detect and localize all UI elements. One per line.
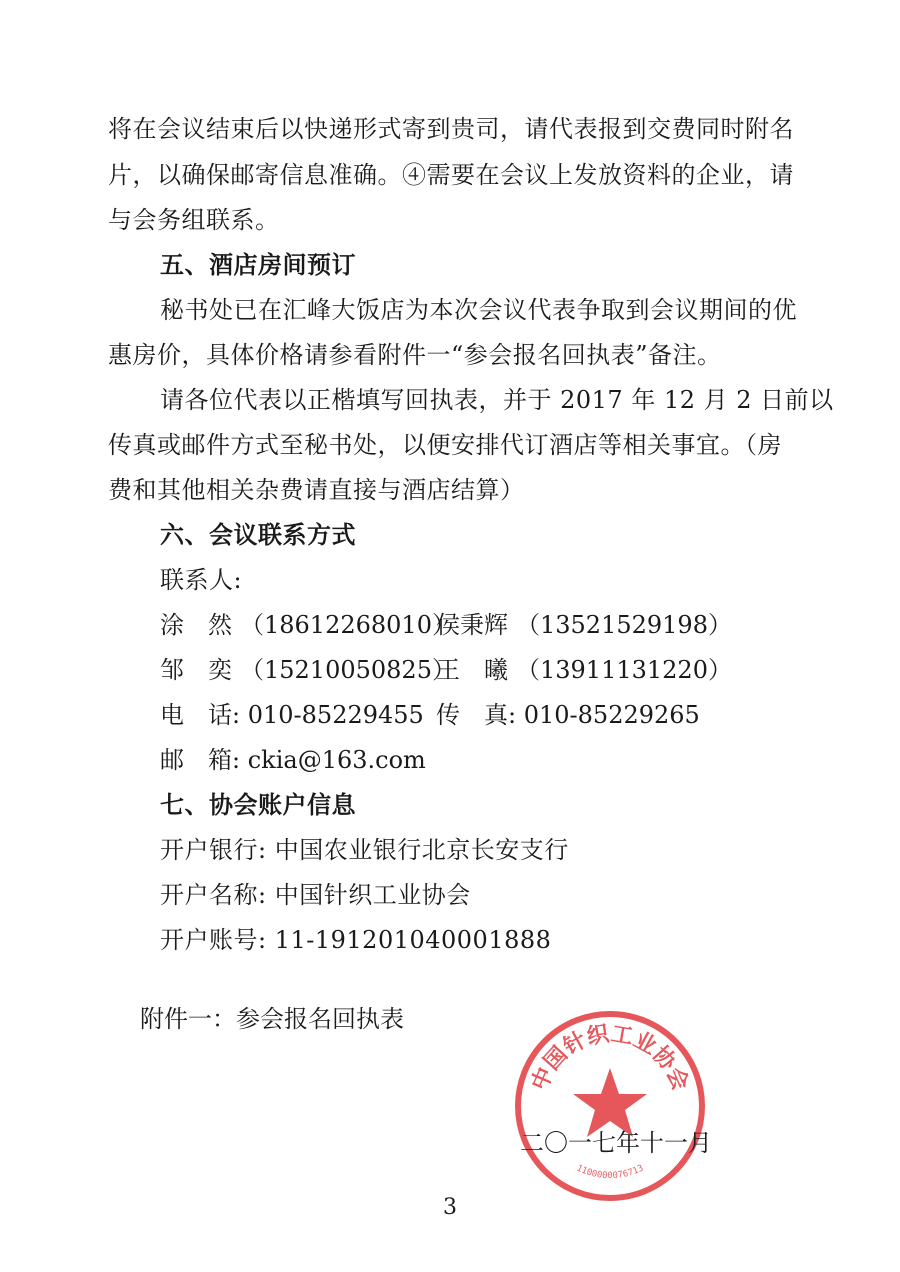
contact-row bbox=[436, 655, 732, 685]
body-line: 费和其他相关杂费请直接与酒店结算） bbox=[108, 476, 525, 504]
fax-row bbox=[436, 700, 700, 730]
official-seal-icon bbox=[510, 1006, 710, 1206]
telephone-row bbox=[160, 700, 424, 730]
document-date: 二〇一七年十一月 bbox=[520, 1129, 712, 1157]
account-number: 开户账号: 11-191201040001888 bbox=[160, 926, 552, 954]
account-bank: 开户银行: 中国农业银行北京长安支行 bbox=[160, 836, 569, 864]
contact-phone: （13521529198） bbox=[516, 611, 732, 639]
account-name: 开户名称: 中国针织工业协会 bbox=[160, 881, 471, 909]
seal-text: 中国针织工业协会 bbox=[526, 1020, 694, 1095]
contact-row bbox=[436, 610, 732, 640]
telephone-label: 电 话: bbox=[160, 701, 241, 729]
email-value: ckia@163.com bbox=[247, 746, 426, 774]
page-number: 3 bbox=[443, 1195, 457, 1220]
contact-name: 涂 然 bbox=[160, 611, 232, 639]
attachment-note: 附件一：参会报名回执表 bbox=[140, 1005, 404, 1033]
contact-name: 邹 奕 bbox=[160, 656, 232, 684]
body-line: 传真或邮件方式至秘书处，以便安排代订酒店等相关事宜。（房 bbox=[108, 431, 782, 459]
fax-value: 010-85229265 bbox=[523, 701, 700, 729]
contact-phone: （13911131220） bbox=[516, 656, 732, 684]
section-heading-account: 七、协会账户信息 bbox=[160, 790, 356, 819]
svg-text:1100000076713 bbox=[575, 1163, 646, 1181]
section-heading-hotel: 五、酒店房间预订 bbox=[160, 250, 356, 279]
contact-phone: （15210050825） bbox=[240, 656, 456, 684]
body-line: 片，以确保邮寄信息准确。④需要在会议上发放资料的企业，请 bbox=[108, 161, 794, 189]
contact-row bbox=[160, 610, 456, 640]
section-heading-contact: 六、会议联系方式 bbox=[160, 520, 356, 549]
contact-phone: （18612268010） bbox=[240, 611, 456, 639]
body-line: 秘书处已在汇峰大饭店为本次会议代表争取到会议期间的优 bbox=[160, 296, 797, 324]
telephone-value: 010-85229455 bbox=[247, 701, 424, 729]
body-line: 与会务组联系。 bbox=[108, 206, 280, 234]
email-label: 邮 箱: bbox=[160, 746, 241, 774]
body-line: 请各位代表以正楷填写回执表，并于 2017 年 12 月 2 日前以 bbox=[160, 386, 834, 414]
body-line: 将在会议结束后以快递形式寄到贵司，请代表报到交费同时附名 bbox=[108, 115, 794, 143]
contact-name: 侯秉辉 bbox=[436, 611, 508, 639]
contact-name: 王 曦 bbox=[436, 656, 508, 684]
seal-code: 1100000076713 bbox=[574, 1163, 646, 1182]
contact-label: 联系人: bbox=[160, 566, 243, 594]
contact-row bbox=[160, 655, 456, 685]
email-row bbox=[160, 745, 426, 775]
body-line: 惠房价，具体价格请参看附件一“参会报名回执表”备注。 bbox=[108, 341, 722, 369]
fax-label: 传 真: bbox=[436, 701, 517, 729]
